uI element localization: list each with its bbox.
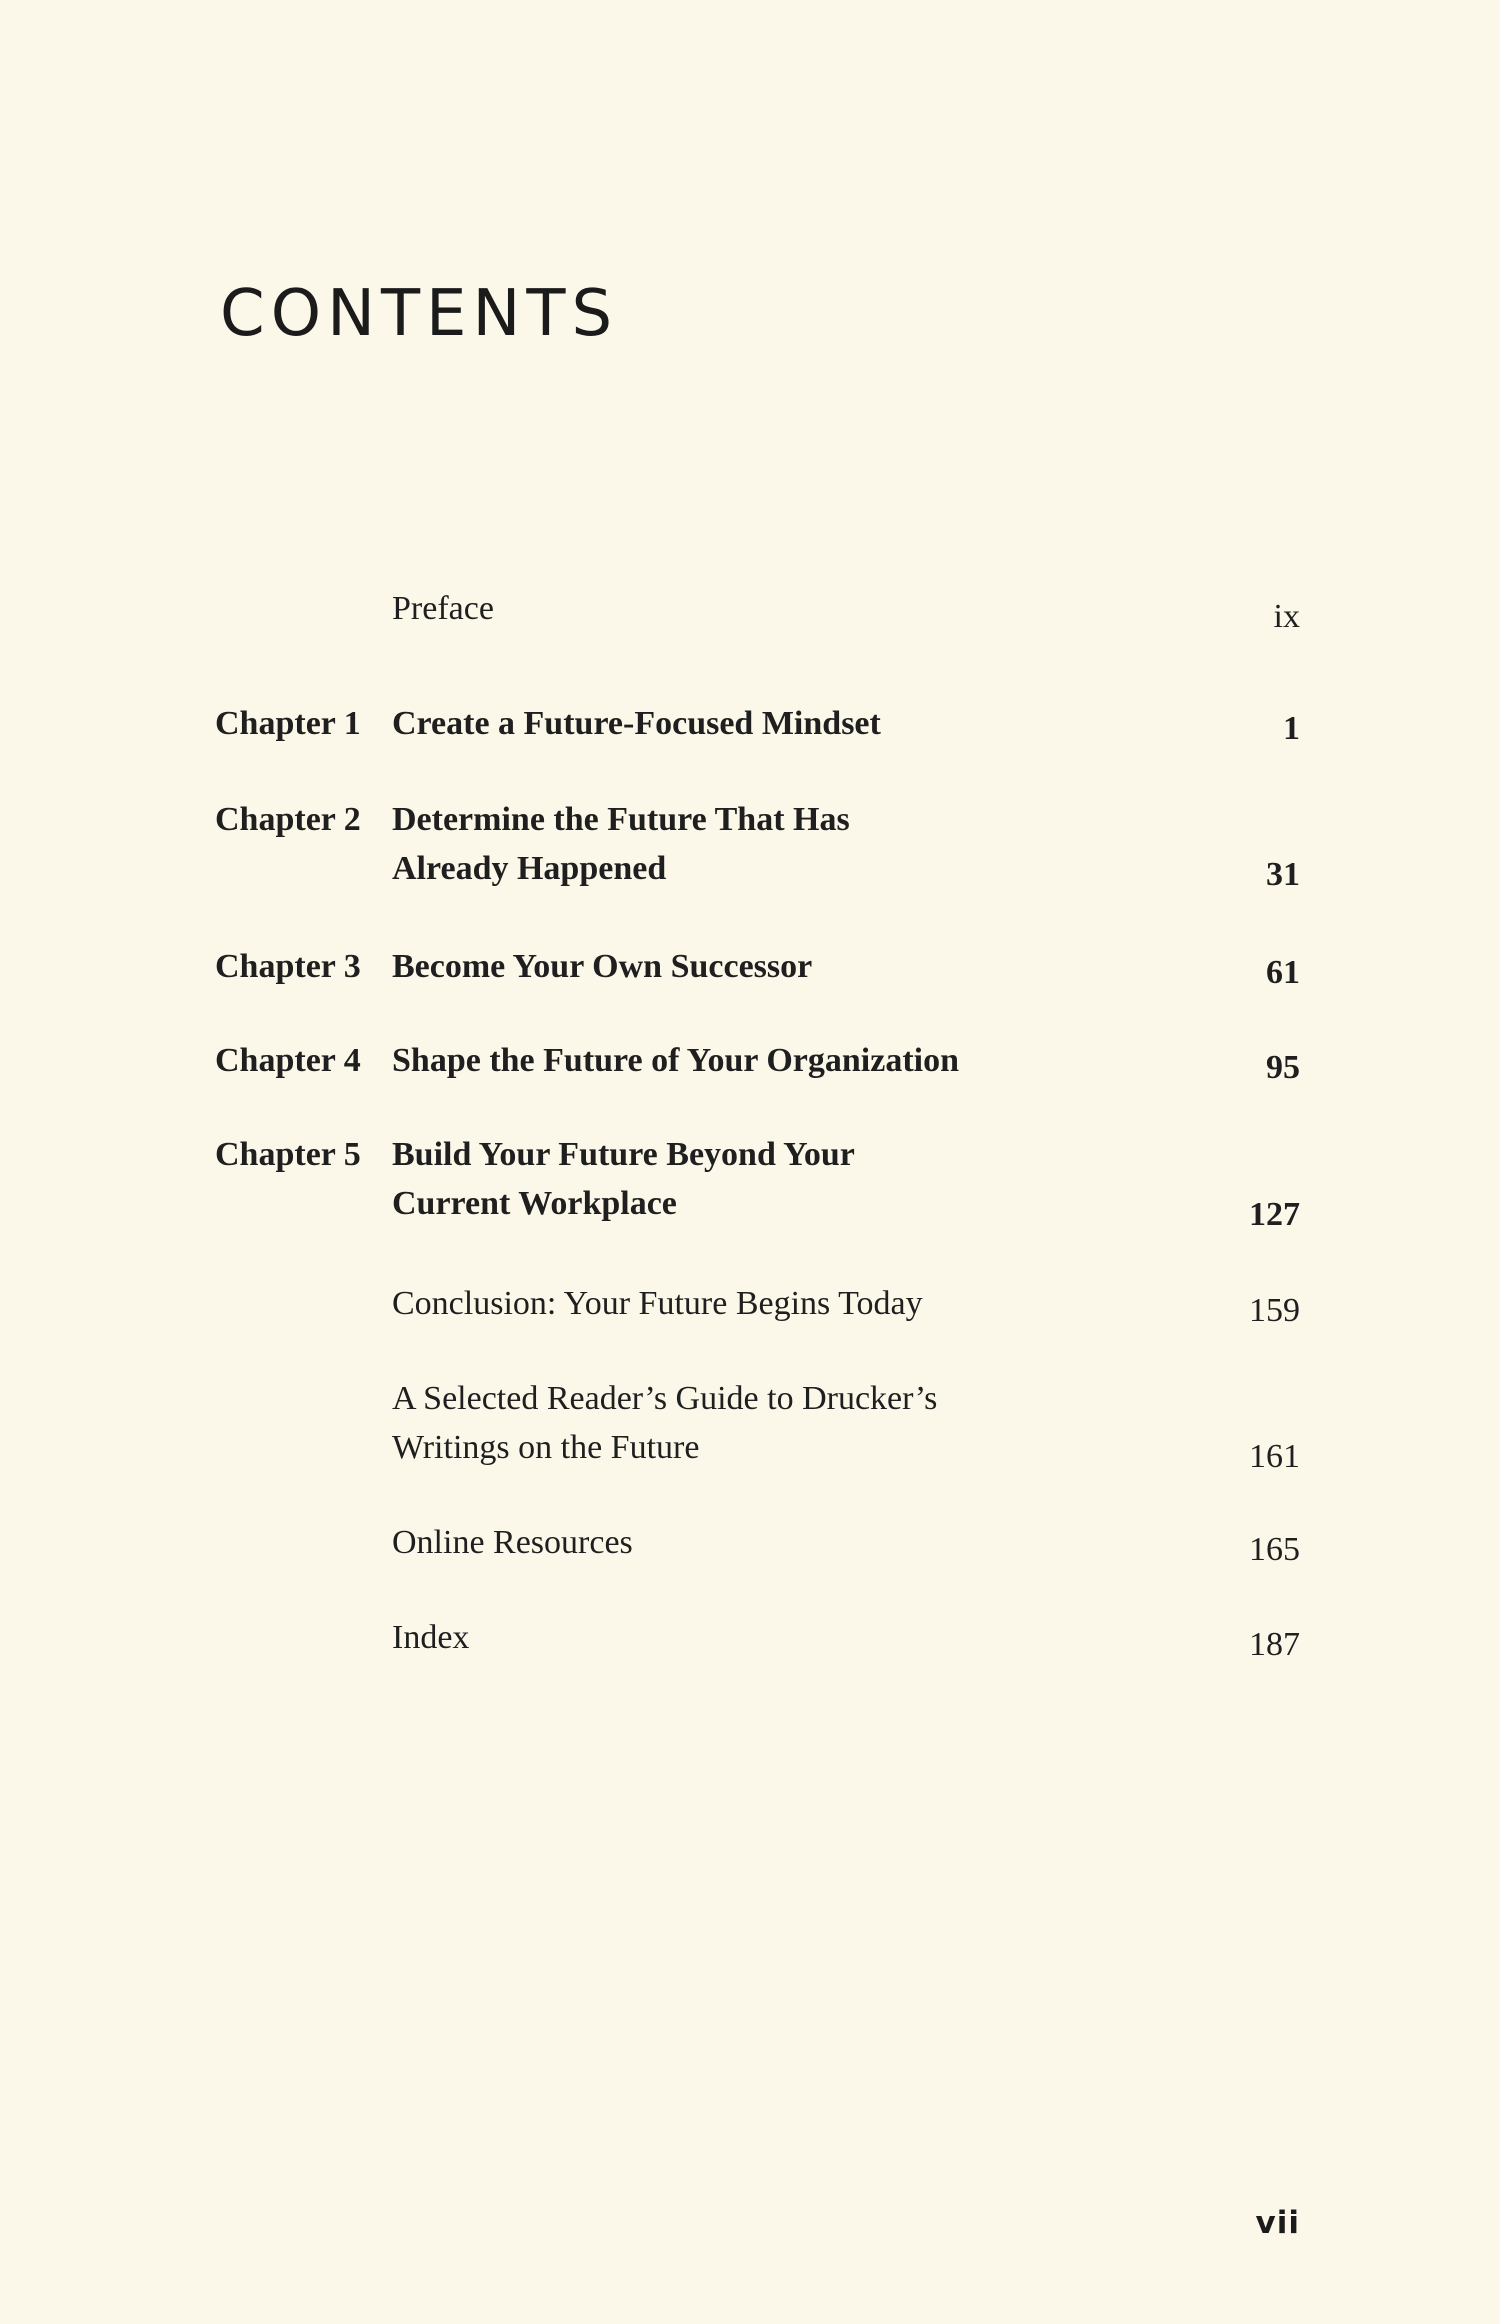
toc-page-number: ix (1273, 598, 1300, 635)
toc-page-number: 159 (1249, 1292, 1300, 1329)
chapter-label: Chapter 2 (215, 801, 361, 838)
toc-page-number: 161 (1249, 1438, 1300, 1475)
toc-entry-title: Become Your Own Successor (392, 948, 813, 985)
toc-entry-title-line-1: Determine the Future That Has (392, 801, 850, 838)
toc-entry-title-line-1: A Selected Reader’s Guide to Drucker’s (392, 1380, 938, 1417)
toc-page-number: 187 (1249, 1626, 1300, 1663)
toc-entry-title: Index (392, 1619, 470, 1656)
toc-page-number: 1 (1283, 710, 1300, 747)
toc-page-number: 127 (1249, 1196, 1300, 1233)
toc-page-number: 165 (1249, 1531, 1300, 1568)
toc-page-number: 61 (1266, 954, 1300, 991)
toc-page-number: 95 (1266, 1049, 1300, 1086)
chapter-label: Chapter 5 (215, 1136, 361, 1173)
page-folio: vii (1255, 2205, 1300, 2241)
page-title: CONTENTS (220, 277, 619, 351)
chapter-label: Chapter 1 (215, 705, 361, 742)
toc-entry-title: Online Resources (392, 1524, 633, 1561)
toc-entry-title-line-2: Current Workplace (392, 1185, 677, 1222)
toc-entry-title-line-1: Build Your Future Beyond Your (392, 1136, 855, 1173)
chapter-label: Chapter 3 (215, 948, 361, 985)
toc-page-number: 31 (1266, 856, 1300, 893)
toc-entry-title: Shape the Future of Your Organization (392, 1042, 960, 1079)
toc-entry-title: Create a Future-Focused Mindset (392, 705, 881, 742)
toc-entry-title: Conclusion: Your Future Begins Today (392, 1285, 923, 1322)
toc-entry-title: Preface (392, 590, 494, 627)
chapter-label: Chapter 4 (215, 1042, 361, 1079)
toc-entry-title-line-2: Already Happened (392, 850, 667, 887)
toc-entry-title-line-2: Writings on the Future (392, 1429, 700, 1466)
